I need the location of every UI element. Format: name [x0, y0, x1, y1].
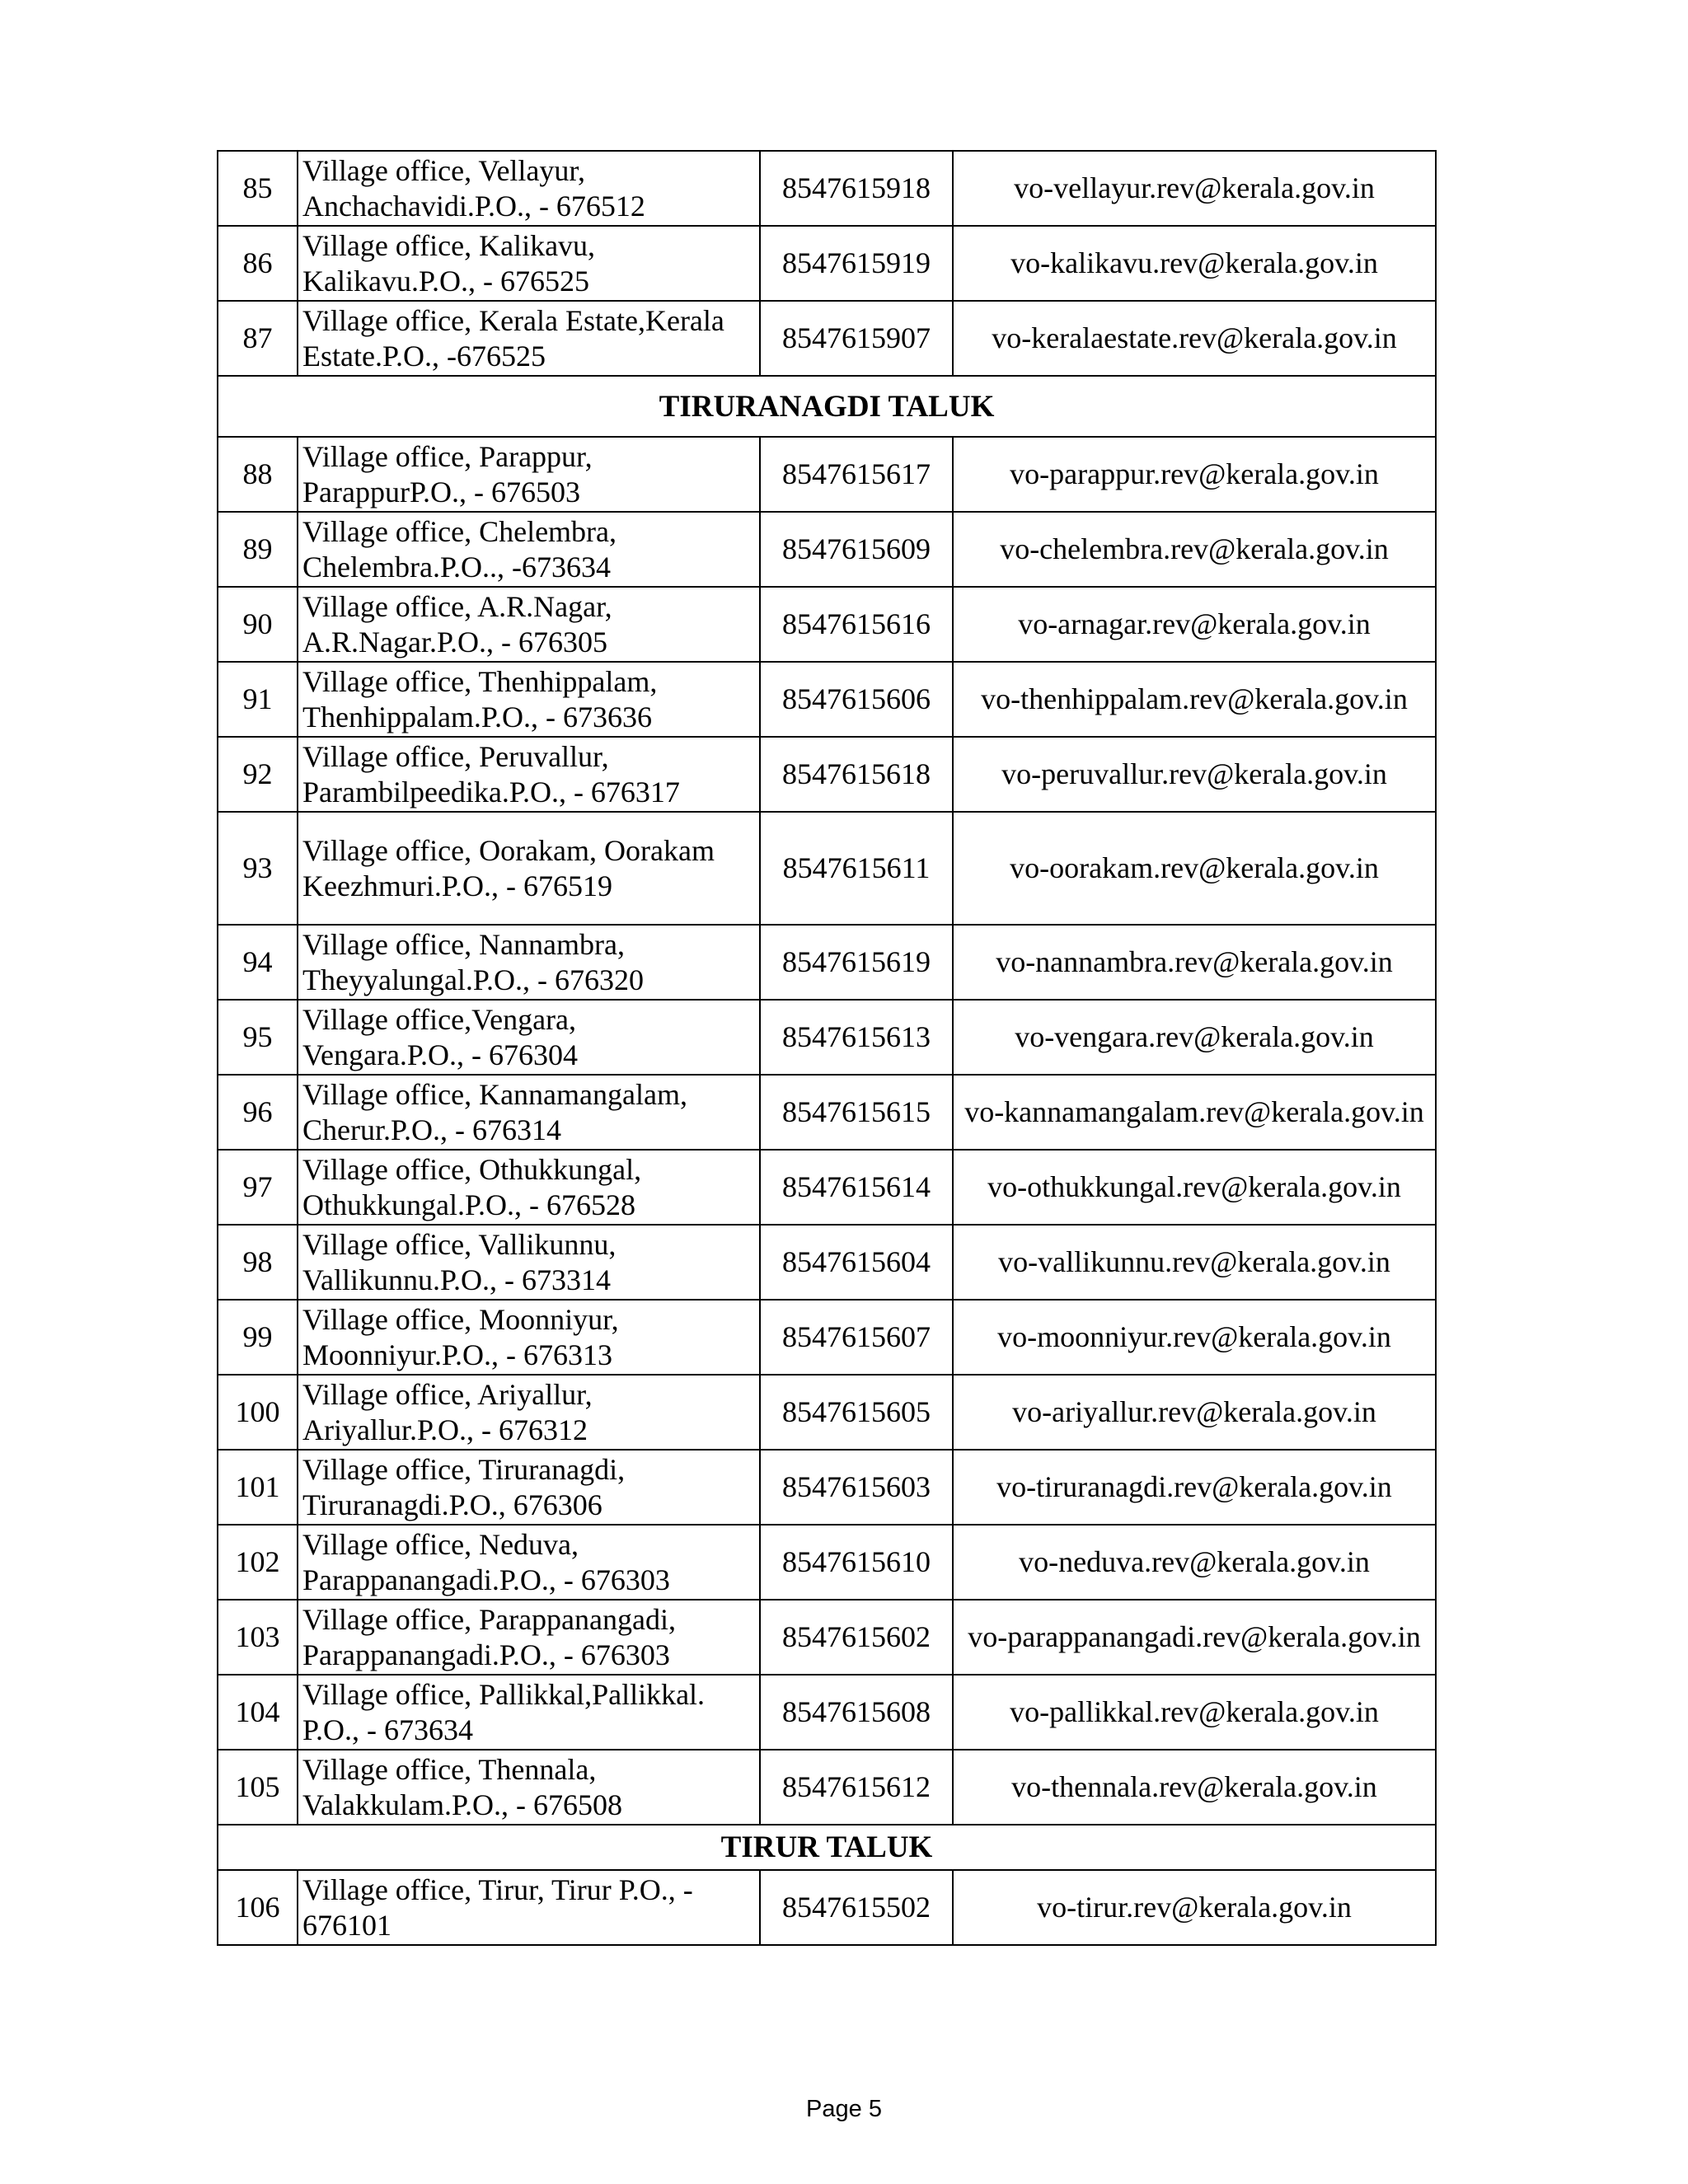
phone-number: 8547615607: [760, 1300, 953, 1375]
phone-number: 8547615602: [760, 1600, 953, 1675]
phone-number: 8547615610: [760, 1525, 953, 1600]
address-line-1: Village office, Oorakam, Oorakam: [302, 833, 715, 867]
phone-number: 8547615618: [760, 737, 953, 812]
table-row: [218, 1675, 1436, 1750]
office-address: [298, 1225, 760, 1300]
serial-number: 92: [218, 737, 298, 812]
office-address: [298, 226, 760, 301]
phone-number: 8547615918: [760, 151, 953, 226]
taluk-heading: TIRURANAGDI TALUK: [218, 376, 1436, 437]
serial-number: 97: [218, 1150, 298, 1225]
office-address: [298, 1600, 760, 1675]
table-row: [218, 662, 1436, 737]
table-body: [218, 151, 1436, 1945]
office-address: [298, 1675, 760, 1750]
phone-number: 8547615606: [760, 662, 953, 737]
address-line-2: Chelembra.P.O.., -673634: [302, 550, 611, 583]
phone-number: 8547615612: [760, 1750, 953, 1825]
address-line-1: Village office, Pallikkal,Pallikkal.: [302, 1677, 706, 1711]
table-row: [218, 925, 1436, 1000]
address-line-2: Othukkungal.P.O., - 676528: [302, 1188, 635, 1221]
phone-number: 8547615616: [760, 587, 953, 662]
address-line-2: ParappurP.O., - 676503: [302, 475, 580, 509]
address-line-2: Moonniyur.P.O., - 676313: [302, 1338, 613, 1371]
address-line-2: Vallikunnu.P.O., - 673314: [302, 1263, 612, 1296]
office-address: [298, 925, 760, 1000]
office-address: [298, 587, 760, 662]
office-address: [298, 1075, 760, 1150]
table-row: [218, 1075, 1436, 1150]
serial-number: 95: [218, 1000, 298, 1075]
address-line-2: Parappanangadi.P.O., - 676303: [302, 1638, 670, 1671]
address-line-1: Village office, Vallikunnu,: [302, 1227, 617, 1261]
office-address: [298, 1000, 760, 1075]
address-line-2: A.R.Nagar.P.O., - 676305: [302, 625, 607, 658]
email-address: vo-kalikavu.rev@kerala.gov.in: [953, 226, 1436, 301]
email-address: vo-peruvallur.rev@kerala.gov.in: [953, 737, 1436, 812]
address-line-1: Village office, Thenhippalam,: [302, 664, 658, 698]
email-address: vo-thennala.rev@kerala.gov.in: [953, 1750, 1436, 1825]
address-line-2: Theyyalungal.P.O., - 676320: [302, 963, 644, 996]
table-row: [218, 812, 1436, 925]
address-line-2: Keezhmuri.P.O., - 676519: [302, 869, 612, 902]
serial-number: 90: [218, 587, 298, 662]
email-address: vo-tiruranagdi.rev@kerala.gov.in: [953, 1450, 1436, 1525]
office-address: [298, 512, 760, 587]
office-address: [298, 1150, 760, 1225]
serial-number: 96: [218, 1075, 298, 1150]
table-row: [218, 301, 1436, 376]
serial-number: 101: [218, 1450, 298, 1525]
office-address: [298, 1750, 760, 1825]
serial-number: 98: [218, 1225, 298, 1300]
table-row: [218, 512, 1436, 587]
table-row: [218, 1000, 1436, 1075]
office-address: [298, 1870, 760, 1945]
phone-number: 8547615603: [760, 1450, 953, 1525]
address-line-1: Village office, Thennala,: [302, 1752, 597, 1786]
office-address: [298, 662, 760, 737]
serial-number: 93: [218, 812, 298, 925]
office-address: [298, 1450, 760, 1525]
serial-number: 102: [218, 1525, 298, 1600]
email-address: vo-chelembra.rev@kerala.gov.in: [953, 512, 1436, 587]
taluk-heading-row: [218, 1825, 1436, 1870]
serial-number: 105: [218, 1750, 298, 1825]
address-line-2: 676101: [302, 1908, 392, 1942]
address-line-1: Village office, A.R.Nagar,: [302, 589, 612, 623]
address-line-1: Village office,Vengara,: [302, 1002, 577, 1036]
email-address: vo-neduva.rev@kerala.gov.in: [953, 1525, 1436, 1600]
address-line-1: Village office, Nannambra,: [302, 927, 626, 961]
address-line-1: Village office, Kalikavu,: [302, 228, 596, 262]
address-line-2: P.O., - 673634: [302, 1713, 474, 1746]
phone-number: 8547615604: [760, 1225, 953, 1300]
table-row: [218, 1750, 1436, 1825]
email-address: vo-ariyallur.rev@kerala.gov.in: [953, 1375, 1436, 1450]
email-address: vo-vengara.rev@kerala.gov.in: [953, 1000, 1436, 1075]
serial-number: 99: [218, 1300, 298, 1375]
email-address: vo-parappanangadi.rev@kerala.gov.in: [953, 1600, 1436, 1675]
table-row: [218, 151, 1436, 226]
table-row: [218, 1525, 1436, 1600]
table-row: [218, 437, 1436, 512]
address-line-1: Village office, Parappur,: [302, 439, 593, 473]
office-address: [298, 301, 760, 376]
address-line-1: Village office, Kerala Estate,Kerala: [302, 303, 724, 337]
address-line-1: Village office, Kannamangalam,: [302, 1077, 687, 1111]
address-line-1: Village office, Neduva,: [302, 1527, 579, 1561]
taluk-heading-row: [218, 376, 1436, 437]
address-line-2: Valakkulam.P.O., - 676508: [302, 1788, 622, 1821]
address-line-2: Kalikavu.P.O., - 676525: [302, 264, 589, 298]
office-address: [298, 151, 760, 226]
email-address: vo-thenhippalam.rev@kerala.gov.in: [953, 662, 1436, 737]
address-line-1: Village office, Tiruranagdi,: [302, 1452, 626, 1486]
phone-number: 8547615611: [760, 812, 953, 925]
email-address: vo-oorakam.rev@kerala.gov.in: [953, 812, 1436, 925]
address-line-2: Anchachavidi.P.O., - 676512: [302, 189, 645, 223]
serial-number: 94: [218, 925, 298, 1000]
phone-number: 8547615919: [760, 226, 953, 301]
address-line-1: Village office, Moonniyur,: [302, 1302, 619, 1336]
serial-number: 89: [218, 512, 298, 587]
page-number: Page 5: [806, 2096, 882, 2122]
village-office-directory-table: [217, 150, 1437, 1946]
office-address: [298, 1300, 760, 1375]
table-row: [218, 737, 1436, 812]
phone-number: 8547615615: [760, 1075, 953, 1150]
address-line-2: Thenhippalam.P.O., - 673636: [302, 700, 652, 733]
email-address: vo-vallikunnu.rev@kerala.gov.in: [953, 1225, 1436, 1300]
table-row: [218, 587, 1436, 662]
phone-number: 8547615617: [760, 437, 953, 512]
table-row: [218, 1300, 1436, 1375]
address-line-1: Village office, Ariyallur,: [302, 1377, 593, 1411]
address-line-2: Vengara.P.O., - 676304: [302, 1038, 578, 1071]
table-row: [218, 1870, 1436, 1945]
email-address: vo-nannambra.rev@kerala.gov.in: [953, 925, 1436, 1000]
email-address: vo-pallikkal.rev@kerala.gov.in: [953, 1675, 1436, 1750]
serial-number: 104: [218, 1675, 298, 1750]
address-line-2: Tiruranagdi.P.O., 676306: [302, 1488, 603, 1521]
table-row: [218, 1225, 1436, 1300]
serial-number: 85: [218, 151, 298, 226]
address-line-2: Ariyallur.P.O., - 676312: [302, 1413, 588, 1446]
phone-number: 8547615907: [760, 301, 953, 376]
office-address: [298, 737, 760, 812]
serial-number: 100: [218, 1375, 298, 1450]
email-address: vo-parappur.rev@kerala.gov.in: [953, 437, 1436, 512]
serial-number: 86: [218, 226, 298, 301]
address-line-1: Village office, Parappanangadi,: [302, 1602, 676, 1636]
email-address: vo-tirur.rev@kerala.gov.in: [953, 1870, 1436, 1945]
address-line-2: Parambilpeedika.P.O., - 676317: [302, 775, 680, 808]
office-address: [298, 1525, 760, 1600]
email-address: vo-moonniyur.rev@kerala.gov.in: [953, 1300, 1436, 1375]
table-row: [218, 1600, 1436, 1675]
email-address: vo-vellayur.rev@kerala.gov.in: [953, 151, 1436, 226]
address-line-2: Estate.P.O., -676525: [302, 339, 546, 373]
address-line-1: Village office, Vellayur,: [302, 153, 585, 187]
address-line-1: Village office, Peruvallur,: [302, 739, 609, 773]
serial-number: 106: [218, 1870, 298, 1945]
serial-number: 103: [218, 1600, 298, 1675]
table-row: [218, 1375, 1436, 1450]
phone-number: 8547615609: [760, 512, 953, 587]
address-line-2: Cherur.P.O., - 676314: [302, 1113, 561, 1146]
phone-number: 8547615605: [760, 1375, 953, 1450]
address-line-1: Village office, Othukkungal,: [302, 1152, 642, 1186]
office-address: [298, 437, 760, 512]
email-address: vo-othukkungal.rev@kerala.gov.in: [953, 1150, 1436, 1225]
office-address: [298, 1375, 760, 1450]
address-line-1: Village office, Chelembra,: [302, 514, 617, 548]
table-row: [218, 226, 1436, 301]
address-line-1: Village office, Tirur, Tirur P.O., -: [302, 1872, 693, 1906]
address-line-2: Parappanangadi.P.O., - 676303: [302, 1563, 670, 1596]
email-address: vo-arnagar.rev@kerala.gov.in: [953, 587, 1436, 662]
phone-number: 8547615619: [760, 925, 953, 1000]
taluk-heading: TIRUR TALUK: [218, 1825, 1436, 1870]
table-row: [218, 1450, 1436, 1525]
serial-number: 87: [218, 301, 298, 376]
email-address: vo-keralaestate.rev@kerala.gov.in: [953, 301, 1436, 376]
table-row: [218, 1150, 1436, 1225]
email-address: vo-kannamangalam.rev@kerala.gov.in: [953, 1075, 1436, 1150]
serial-number: 91: [218, 662, 298, 737]
phone-number: 8547615608: [760, 1675, 953, 1750]
serial-number: 88: [218, 437, 298, 512]
phone-number: 8547615614: [760, 1150, 953, 1225]
phone-number: 8547615502: [760, 1870, 953, 1945]
office-address: [298, 812, 760, 925]
phone-number: 8547615613: [760, 1000, 953, 1075]
